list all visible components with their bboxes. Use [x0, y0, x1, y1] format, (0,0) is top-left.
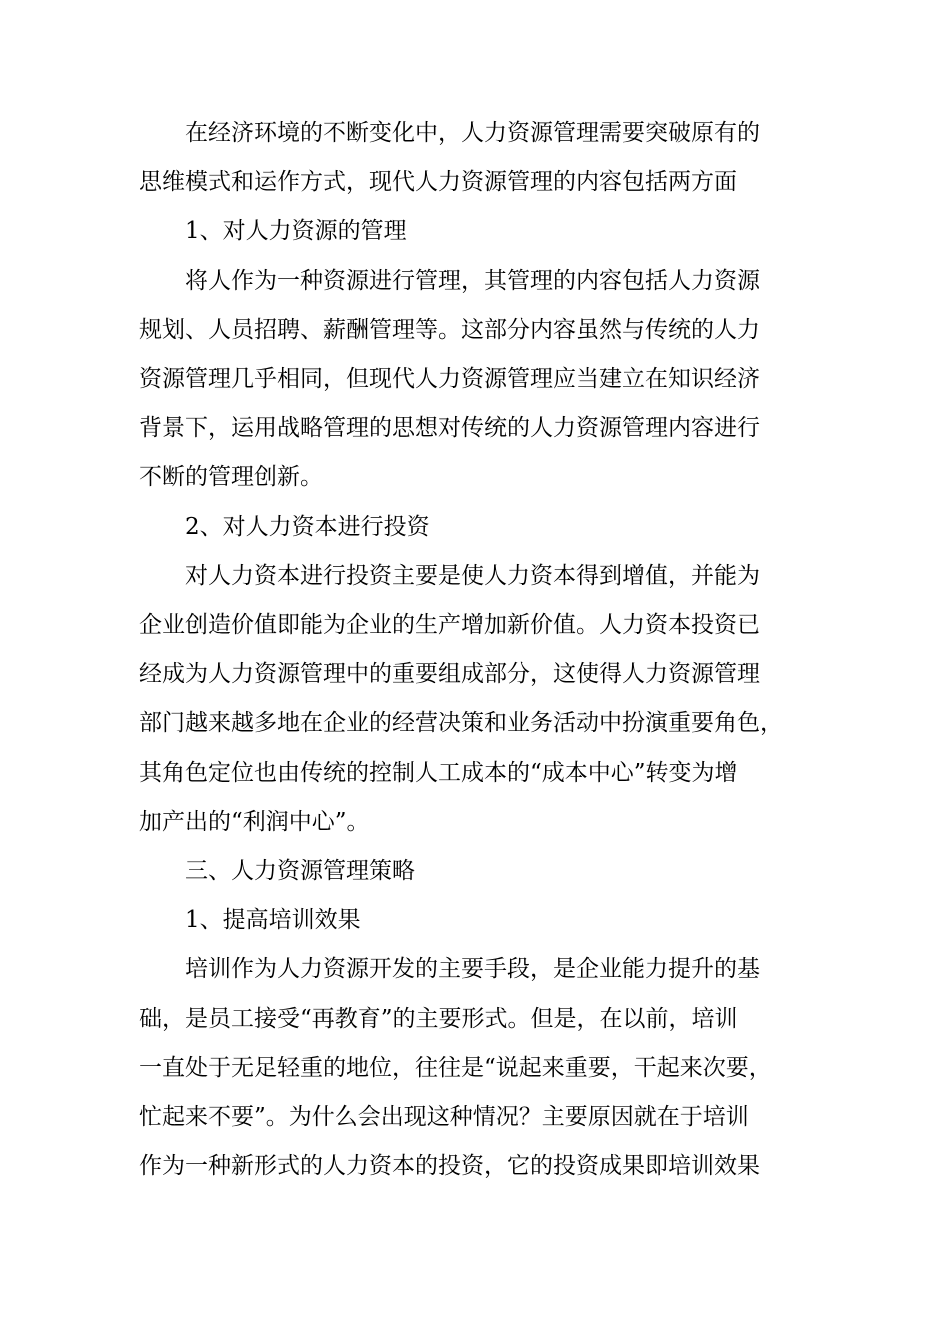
- text-line: 不断的管理创新。: [139, 464, 323, 491]
- text-line: 经成为人力资源管理中的重要组成部分，这使得人力资源管理: [139, 661, 760, 688]
- intro-paragraph: [139, 109, 829, 207]
- hr-management-paragraph: [139, 257, 829, 503]
- text-line: 一直处于无足轻重的地位，往往是“说起来重要，干起来次要，: [139, 1054, 772, 1081]
- text-line: 资源管理几乎相同，但现代人力资源管理应当建立在知识经济: [139, 366, 760, 393]
- text-line: 作为一种新形式的人力资本的投资，它的投资成果即培训效果: [139, 1153, 760, 1180]
- section-heading-hr-management: 1、对人力资源的管理: [185, 218, 407, 245]
- text-line: 忙起来不要”。为什么会出现这种情况？主要原因就在于培训: [139, 1104, 749, 1131]
- text-line: 思维模式和运作方式，现代人力资源管理的内容包括两方面: [139, 169, 737, 196]
- text-line: 其角色定位也由传统的控制人工成本的“成本中心”转变为增: [139, 759, 738, 786]
- text-line: 在经济环境的不断变化中，人力资源管理需要突破原有的: [185, 120, 760, 146]
- text-line: 规划、人员招聘、薪酬管理等。这部分内容虽然与传统的人力: [139, 316, 760, 343]
- text-line: 将人作为一种资源进行管理，其管理的内容包括人力资源: [185, 267, 760, 294]
- section-heading-training: 1、提高培训效果: [185, 907, 361, 934]
- text-line: 加产出的“利润中心”。: [139, 808, 370, 835]
- text-line: 培训作为人力资源开发的主要手段，是企业能力提升的基: [185, 956, 760, 983]
- text-line: 础，是员工接受“再教育”的主要形式。但是，在以前，培训: [139, 1005, 738, 1032]
- section-heading-strategy: 三、人力资源管理策略: [185, 858, 415, 885]
- section-heading-capital-investment: 2、对人力资本进行投资: [185, 513, 430, 540]
- text-line: 部门越来越多地在企业的经营决策和业务活动中扮演重要角色，: [139, 710, 783, 737]
- text-line: 企业创造价值即能为企业的生产增加新价值。人力资本投资已: [139, 612, 760, 639]
- text-line: 对人力资本进行投资主要是使人力资本得到增值，并能为: [185, 562, 760, 589]
- text-line: 背景下，运用战略管理的思想对传统的人力资源管理内容进行: [139, 415, 760, 442]
- training-paragraph: [139, 945, 829, 1191]
- document-page: [139, 109, 829, 1191]
- capital-investment-paragraph: [139, 552, 829, 847]
